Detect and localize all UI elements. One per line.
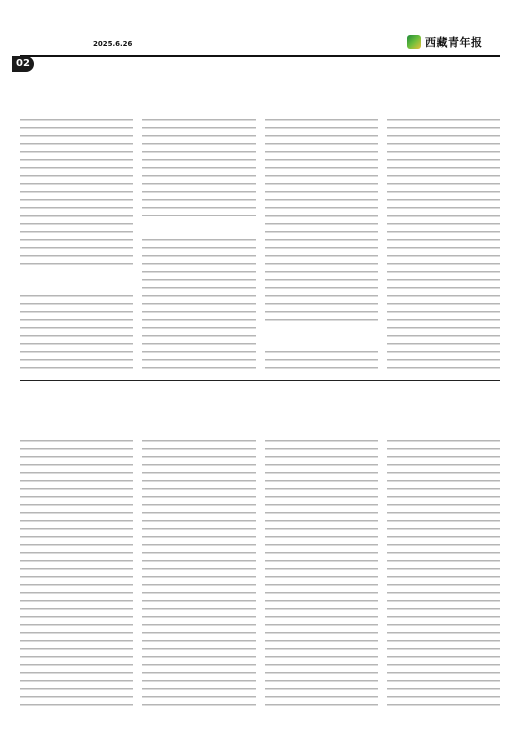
article-1-column-3 [265,119,378,369]
article-2-column-2 [142,440,255,710]
masthead-divider [20,55,500,57]
issue-date: 2025.6.26 [93,40,133,48]
article-1-column-1 [20,119,133,369]
article-2-column-4 [387,440,500,710]
article-separator [20,380,500,381]
masthead [0,0,520,69]
paper-name-cn: 西藏青年报 [425,36,483,49]
article-2-column-3 [265,440,378,710]
article-1-column-2 [142,119,255,369]
article-1-column-4 [387,119,500,369]
paper-logo [407,33,517,55]
logo-icon [407,35,421,49]
article-1-body [20,119,500,369]
page-number-badge: 02 [12,56,34,72]
article-2-column-1 [20,440,133,710]
article-2-body [20,440,500,710]
